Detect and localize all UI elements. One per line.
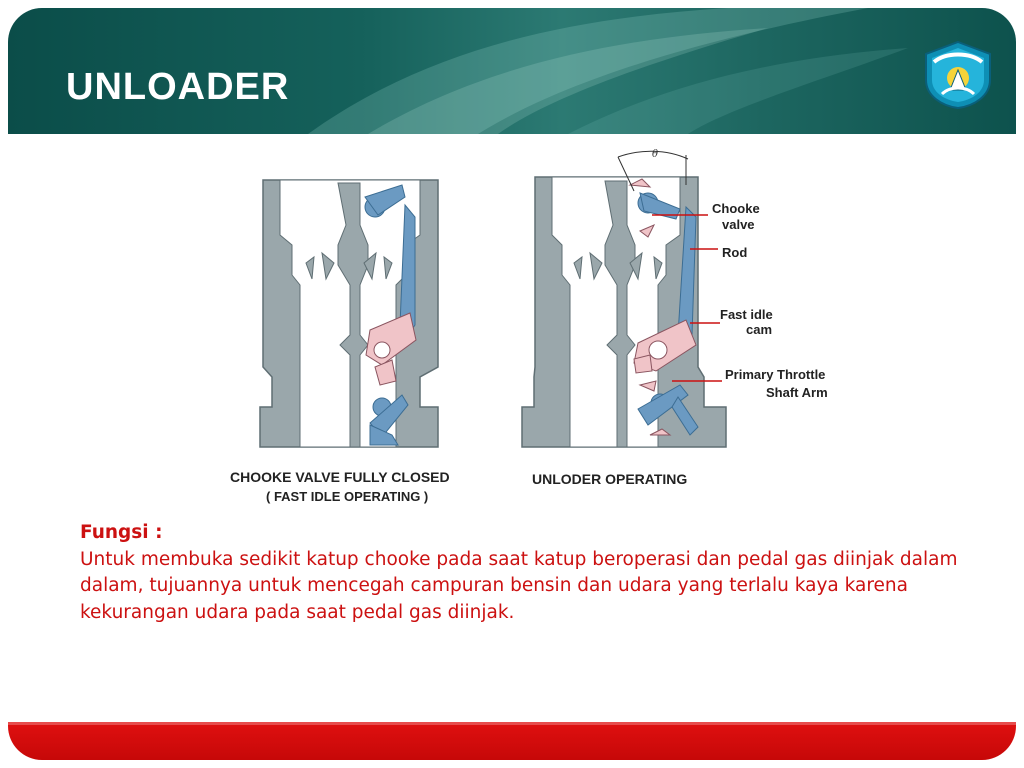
left-caption-line2: ( FAST IDLE OPERATING ) [266, 489, 429, 504]
header-banner [8, 8, 1016, 134]
label-fast-idle-line2: cam [746, 322, 773, 337]
angle-label: θ [652, 149, 659, 160]
fungsi-text: Untuk membuka sedikit katup chooke pada saat katup beroperasi dan pedal gas diinjak dalam dalam, tujuannya untuk mencegah campuran bensin dan udara yang terlalu kaya karena kekurangan udara pada saat pedal gas diinjak. [80, 548, 958, 623]
fungsi-label: Fungsi : [80, 522, 163, 543]
left-caption-line1: CHOOKE VALVE FULLY CLOSED [230, 469, 450, 485]
unloader-diagram [210, 145, 850, 515]
fungsi-section [80, 520, 960, 626]
label-primary-throttle-line2: Shaft Arm [766, 385, 828, 400]
footer-bar [8, 722, 1016, 760]
label-chooke-valve-line2: valve [722, 217, 755, 232]
label-chooke-valve-line1: Chooke [712, 201, 760, 216]
footer-shine [8, 722, 1016, 725]
slide-title: UNLOADER [66, 66, 290, 108]
right-caption: UNLODER OPERATING [532, 471, 688, 487]
label-primary-throttle-line1: Primary Throttle [725, 367, 826, 382]
label-fast-idle-line1: Fast idle [720, 307, 773, 322]
label-rod: Rod [722, 245, 748, 260]
left-carburetor [260, 180, 438, 447]
right-carburetor [522, 149, 726, 447]
tut-wuri-handayani-logo [920, 40, 996, 110]
